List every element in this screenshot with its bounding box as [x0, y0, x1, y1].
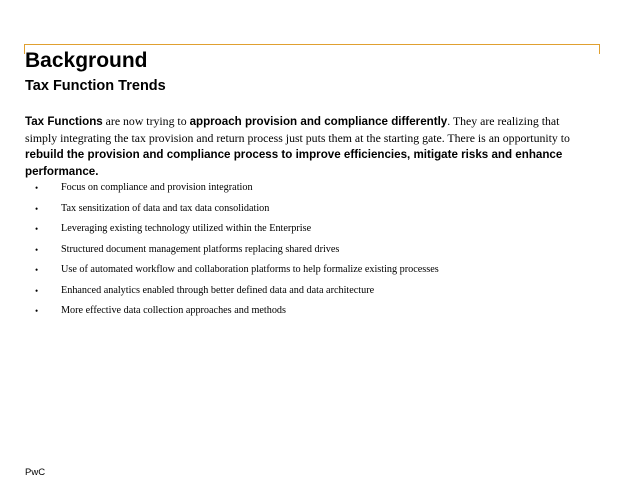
bullet-dot-icon: •: [35, 244, 39, 255]
intro-lead: Tax Functions: [25, 115, 103, 128]
intro-text-2: . They are realizing that simply integrating the tax provision and return process just puts them at the starting gate. There is an opportunity to: [25, 114, 570, 145]
bullet-text: Enhanced analytics enabled through better defined data and data architecture: [61, 284, 375, 296]
footer-brand: PwC: [25, 467, 46, 478]
bullet-dot-icon: •: [35, 285, 39, 296]
bullet-text: Use of automated workflow and collaboration platforms to help formalize existing processes: [61, 264, 439, 275]
slide-title: Background: [25, 49, 148, 72]
slide-subtitle: Tax Function Trends: [25, 78, 166, 94]
bullet-text: Tax sensitization of data and tax data consolidation: [61, 202, 270, 214]
bullet-dot-icon: •: [35, 203, 39, 214]
bullet-text: Leveraging existing technology utilized within the Enterprise: [61, 223, 312, 234]
intro-paragraph: [25, 113, 585, 180]
bullet-text: Focus on compliance and provision integration: [61, 182, 253, 193]
bullet-text: Structured document management platforms replacing shared drives: [61, 243, 340, 255]
bullet-dot-icon: •: [35, 183, 39, 193]
bullet-dot-icon: •: [35, 306, 39, 316]
bullet-text: More effective data collection approaches and methods: [61, 305, 286, 316]
bullet-dot-icon: •: [35, 224, 39, 234]
intro-emphasis-2: rebuild the provision and compliance process to improve efficiencies, mitigate risks and enhance performance.: [25, 148, 563, 178]
bullet-dot-icon: •: [35, 265, 39, 275]
intro-text-1: are now trying to: [102, 114, 190, 128]
intro-emphasis-1: approach provision and compliance differently: [189, 115, 448, 128]
